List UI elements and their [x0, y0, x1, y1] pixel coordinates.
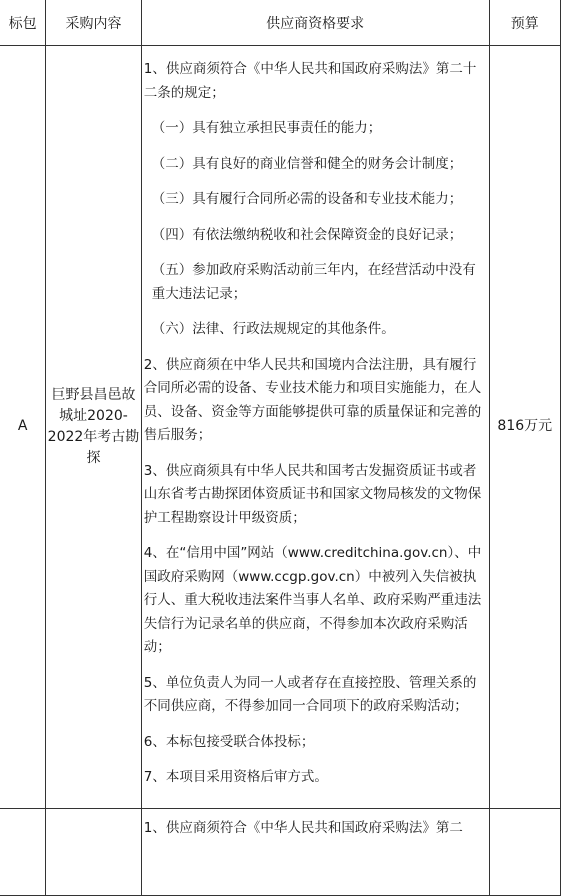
content-cell: 巨野县昌邑故城址2020-2022年考古勘探 [46, 46, 142, 809]
budget-cell: 816万元 [489, 46, 560, 809]
requirements-cell [141, 808, 489, 895]
requirement-item: 6、本标包接受联合体投标； [143, 733, 315, 750]
requirement-item: （三）具有履行合同所必需的设备和专业技术能力； [151, 191, 463, 207]
requirement-item: 7、本项目采用资格后审方式。 [143, 769, 328, 785]
requirement-item: 2、供应商须在中华人民共和国境内合法注册，具有履行合同所必需的设备、专业技术能力和项目实施能力，在人员、设备、资金等方面能够提供可靠的质量保证和完善的售后服务； [143, 356, 482, 443]
requirement-item: （一）具有独立承担民事责任的能力； [151, 120, 382, 136]
requirement-item: 4、在“信用中国”网站（www.creditchina.gov.cn）、中国政府采购网（www.ccgp.gov.cn）中被列入失信被执行人、重大税收违法案件当事人名单、政府采购严重违法失信行为记录名单的供应商，不得参加本次政府采购活动； [143, 545, 482, 655]
requirement-item: （二）具有良好的商业信誉和健全的财务会计制度； [151, 155, 463, 172]
requirement-item: 5、单位负责人为同一人或者存在直接控股、管理关系的不同供应商，不得参加同一合同项下的政府采购活动； [143, 674, 477, 714]
package-cell: A [0, 46, 46, 809]
requirement-item: （五）参加政府采购活动前三年内，在经营活动中没有重大违法记录； [151, 262, 476, 302]
header-requirements: 供应商资格要求 [141, 0, 489, 46]
header-content: 采购内容 [46, 0, 142, 46]
requirement-item: （六）法律、行政法规规定的其他条件。 [151, 321, 395, 337]
requirement-item: （四）有依法缴纳税收和社会保障资金的良好记录； [151, 226, 463, 243]
package-cell [0, 808, 46, 895]
header-budget: 预算 [489, 0, 560, 46]
requirements-cell [141, 46, 489, 809]
table-row [0, 46, 561, 809]
table-row [0, 808, 561, 895]
table-header-row [0, 0, 561, 46]
requirement-item: 3、供应商须具有中华人民共和国考古发掘资质证书或者山东省考古勘探团体资质证书和国家文物局核发的文物保护工程勘察设计甲级资质； [143, 462, 482, 526]
content-cell [46, 808, 142, 895]
header-package: 标包 [0, 0, 46, 46]
budget-cell [489, 808, 560, 895]
requirement-item: 1、供应商须符合《中华人民共和国政府采购法》第二十二条的规定； [143, 61, 477, 101]
requirement-item: 1、供应商须符合《中华人民共和国政府采购法》第二 [143, 819, 463, 836]
